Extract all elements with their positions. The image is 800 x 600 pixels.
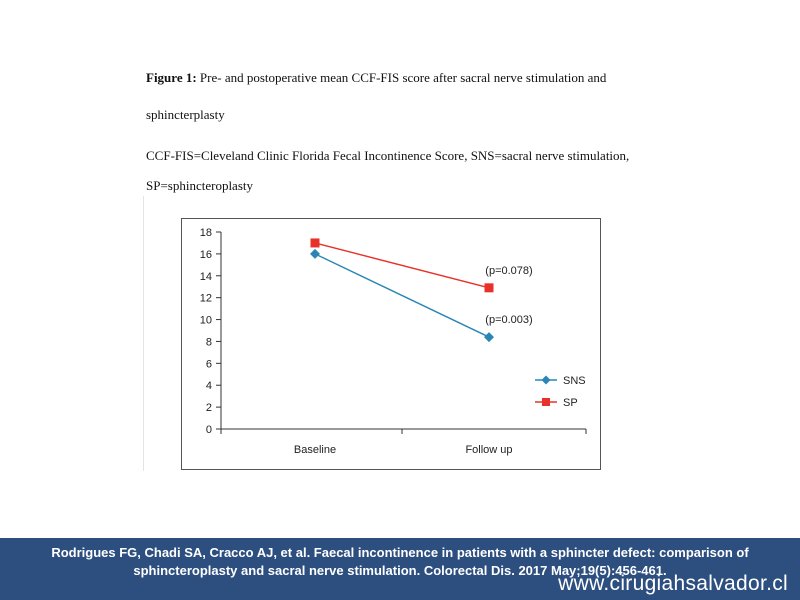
figure-title-text: Pre- and postoperative mean CCF-FIS score after sacral nerve stimulation and: [196, 70, 607, 85]
legend-label-sns: SNS: [563, 375, 586, 387]
data-point-sp: [485, 283, 494, 292]
chart-svg: [181, 218, 601, 470]
y-tick-label: 6: [205, 358, 212, 371]
data-point-sp: [311, 238, 320, 247]
abbreviations-line-1: CCF-FIS=Cleveland Clinic Florida Fecal Incontinence Score, SNS=sacral nerve stimulation,: [146, 148, 630, 163]
p-value-annotation-sp: (p=0.078): [485, 264, 533, 277]
y-tick-label: 10: [199, 314, 212, 327]
website-watermark: www.cirugiahsalvador.cl: [558, 572, 788, 595]
y-tick-label: 12: [199, 292, 212, 305]
figure-label: Figure 1:: [146, 70, 197, 85]
x-tick-label: Baseline: [293, 444, 337, 456]
footer-bar: [0, 538, 800, 600]
y-tick-label: 18: [199, 227, 212, 239]
p-value-annotation-sns: (p=0.003): [485, 314, 533, 327]
citation-line-2: sphincteroplasty and sacral nerve stimulation. Colorectal Dis. 2017 May;19(5):456-461.: [133, 563, 667, 578]
figure-title-line-1: [146, 70, 606, 86]
y-tick-label: 4: [205, 380, 212, 393]
y-tick-label: 0: [205, 424, 212, 436]
y-tick-label: 8: [205, 336, 212, 349]
line-chart: [181, 218, 601, 470]
y-tick-label: 2: [205, 402, 212, 415]
legend-marker-sp: [542, 398, 550, 406]
figure-title-line-2: sphincterplasty: [146, 107, 225, 122]
citation-line-1: Rodrigues FG, Chadi SA, Cracco AJ, et al. Faecal incontinence in patients with a sphincter defect: comparison of: [51, 545, 749, 560]
chart-frame: [182, 219, 601, 470]
abbreviations-line-2: SP=sphincteroplasty: [146, 178, 253, 193]
legend-label-sp: SP: [563, 397, 578, 409]
divider: [143, 196, 144, 471]
y-tick-label: 14: [199, 270, 212, 283]
x-tick-label: Follow up: [465, 444, 513, 456]
y-tick-label: 16: [199, 248, 212, 261]
